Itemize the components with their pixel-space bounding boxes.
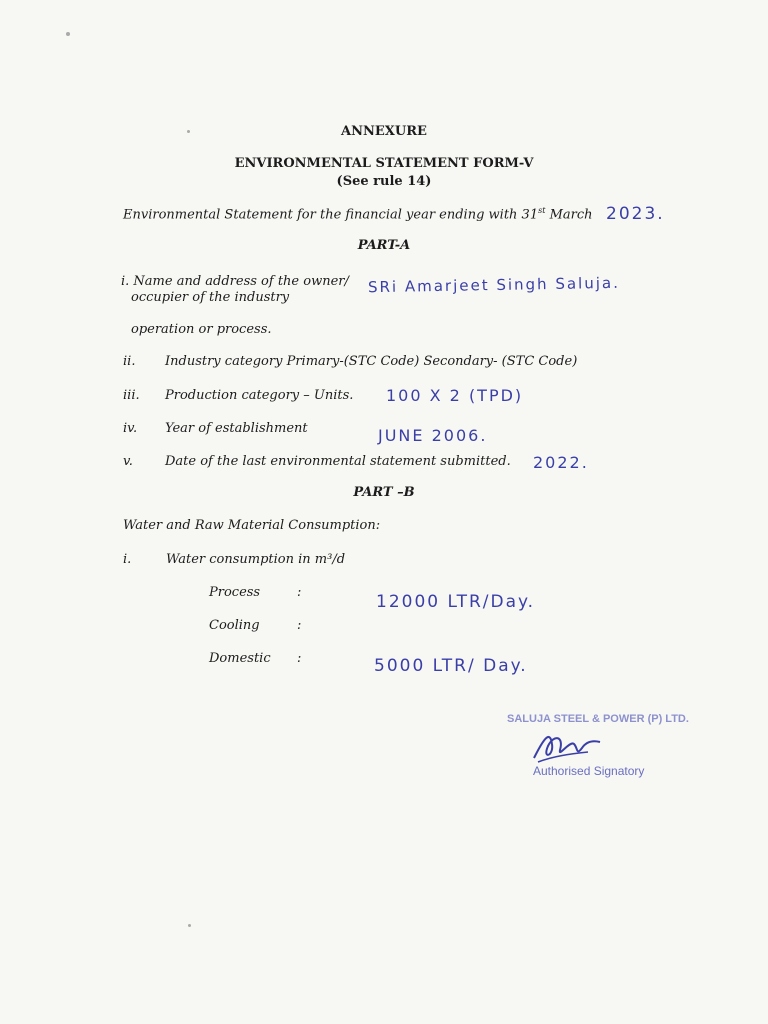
water-consumption-label: Water consumption in m³/d	[166, 552, 346, 567]
item-v-label: Date of the last environmental statement submitted.	[165, 454, 511, 469]
rule-reference: (See rule 14)	[336, 174, 432, 189]
scan-speck	[66, 32, 70, 36]
statement-line: Environmental Statement for the financial year ending with 31st March	[123, 206, 593, 223]
company-stamp: SALUJA STEEL & POWER (P) LTD.	[507, 713, 689, 725]
signature-scribble	[530, 726, 610, 766]
owner-name-handwritten: SRi Amarjeet Singh Saluja.	[367, 273, 621, 297]
last-statement-handwritten: 2022.	[533, 453, 589, 472]
process-colon: :	[297, 585, 302, 600]
item-iii-label: Production category – Units.	[165, 388, 354, 403]
part-b-heading: PART –B	[353, 485, 415, 500]
item-i-label-line2: occupier of the industry	[131, 290, 290, 305]
domestic-colon: :	[297, 651, 302, 666]
item-iii-num: iii.	[123, 388, 140, 403]
item-iv-num: iv.	[123, 421, 138, 436]
process-label: Process	[209, 585, 261, 600]
item-v-num: v.	[123, 454, 133, 469]
item-iv-label: Year of establishment	[165, 421, 308, 436]
authorised-signatory: Authorised Signatory	[533, 764, 645, 778]
statement-year-handwritten: 2023.	[606, 204, 665, 224]
production-category-handwritten: 100 X 2 (TPD)	[386, 386, 524, 405]
cooling-colon: :	[297, 618, 302, 633]
item-ii-label: Industry category Primary-(STC Code) Secondary- (STC Code)	[165, 354, 578, 369]
domestic-label: Domestic	[209, 651, 271, 666]
item-i-label-line3: operation or process.	[131, 322, 272, 337]
water-item-num: i.	[123, 552, 132, 567]
cooling-label: Cooling	[209, 618, 260, 633]
form-title: ENVIRONMENTAL STATEMENT FORM-V	[234, 156, 534, 171]
part-a-heading: PART-A	[357, 238, 411, 253]
establishment-year-handwritten: JUNE 2006.	[378, 426, 488, 445]
process-value-handwritten: 12000 LTR/Day.	[376, 592, 536, 612]
annexure-heading: ANNEXURE	[341, 124, 427, 139]
item-i-label-line1: i. Name and address of the owner/	[121, 274, 349, 289]
part-b-subheading: Water and Raw Material Consumption:	[123, 518, 381, 533]
domestic-value-handwritten: 5000 LTR/ Day.	[374, 656, 528, 676]
item-ii-num: ii.	[123, 354, 136, 369]
scan-speck	[188, 924, 191, 927]
